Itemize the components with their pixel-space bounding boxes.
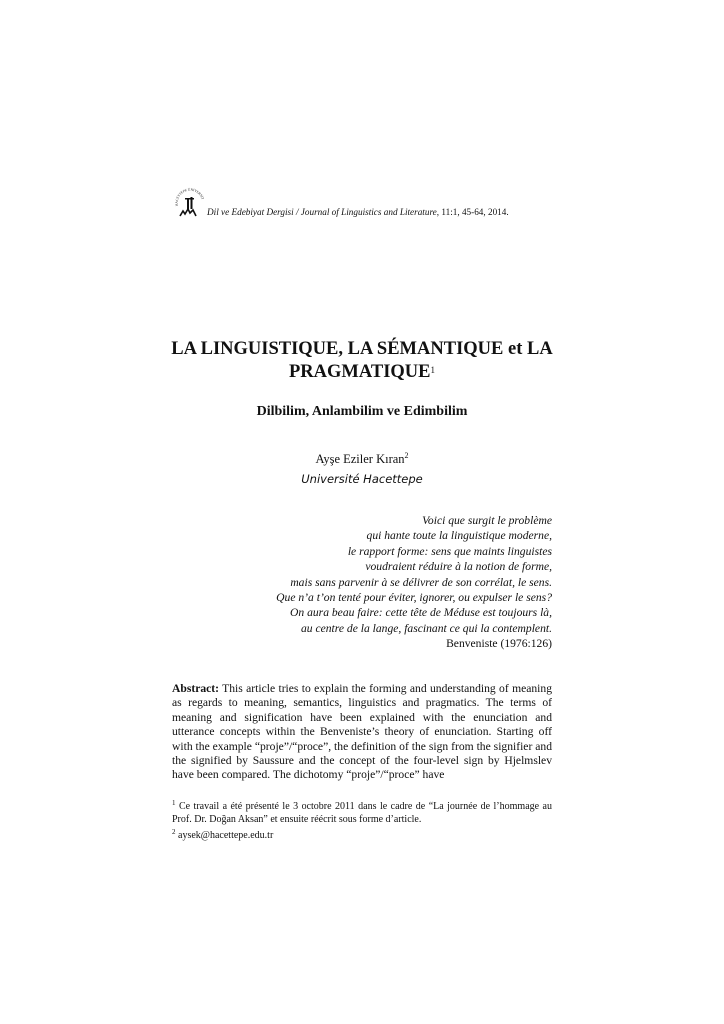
footnote-mark: 2 [172, 828, 176, 836]
footnote-email-link[interactable]: aysek@hacettepe.edu.tr [175, 830, 274, 841]
epigraph-line: mais sans parvenir à se délivrer de son corrélat, le sens. [290, 575, 552, 589]
footnote-mark: 1 [172, 799, 176, 807]
footnote-1 [172, 797, 552, 826]
journal-citation [207, 207, 509, 217]
title-line-2-text: PRAGMATIQUE [289, 362, 431, 382]
journal-header [172, 186, 572, 220]
abstract-text: This article tries to explain the forming and understanding of meaning as regards to meaning, semantics, linguistics and pragmatics. The terms of meaning and signification have been explained with the enunciation and utterance concepts within the Benveniste’s theory of enunciation. Starting off with the example “proje”/“proce”, the definition of the sign from the signifier and the signified by Saussure and the concept of the four-level sign by Hjelmslev have been compared. The dichotomy “proje”/“proce” have [172, 682, 552, 782]
epigraph-line: Voici que surgit le problème [422, 514, 552, 527]
title-footnote-mark[interactable]: 1 [430, 365, 435, 375]
journal-volume: , 11:1, 45-64, 2014. [436, 207, 509, 217]
author-footnote-mark[interactable]: 2 [404, 451, 409, 460]
university-seal-icon [172, 186, 206, 220]
abstract [172, 682, 552, 783]
epigraph [222, 513, 552, 652]
title-line-2 [150, 360, 574, 383]
footnote-text: Ce travail a été présenté le 3 octobre 2011 dans le cadre de “La journée de l’hommage au Prof. Dr. Doğan Aksan” et ensuite réécrit sous forme d’article. [172, 801, 552, 825]
epigraph-line: voudraient réduire à la notion de forme, [365, 560, 552, 574]
epigraph-line: On aura beau faire: cette tête de Méduse est toujours là, [290, 606, 552, 620]
epigraph-source: Benveniste (1976:126) [446, 637, 552, 651]
author-name [150, 451, 574, 467]
epigraph-line: au centre de la lange, fascinant ce qui la contemplent. [300, 621, 552, 635]
logo-text: HACETTEPE ÜNİVERSİT [174, 187, 205, 207]
paper-title [150, 339, 574, 383]
author-name-text: Ayşe Eziler Kıran [315, 452, 405, 466]
title-line-1: LA LINGUISTIQUE, LA SÉMANTIQUE et LA [171, 339, 553, 359]
journal-name: Dil ve Edebiyat Dergisi / Journal of Linguistics and Literature [207, 207, 437, 217]
abstract-label: Abstract: [172, 682, 220, 695]
epigraph-line: le rapport forme: sens que maints linguistes [347, 544, 552, 558]
paper-subtitle: Dilbilim, Anlambilim ve Edimbilim [256, 404, 468, 419]
author-affiliation: Université Hacettepe [301, 472, 423, 486]
epigraph-line: qui hante toute la linguistique moderne, [366, 529, 552, 543]
footnotes [172, 797, 552, 843]
footnote-2 [172, 826, 552, 843]
epigraph-line: Que n’a t’on tenté pour éviter, ignorer, ou expulser le sens? [276, 591, 552, 605]
